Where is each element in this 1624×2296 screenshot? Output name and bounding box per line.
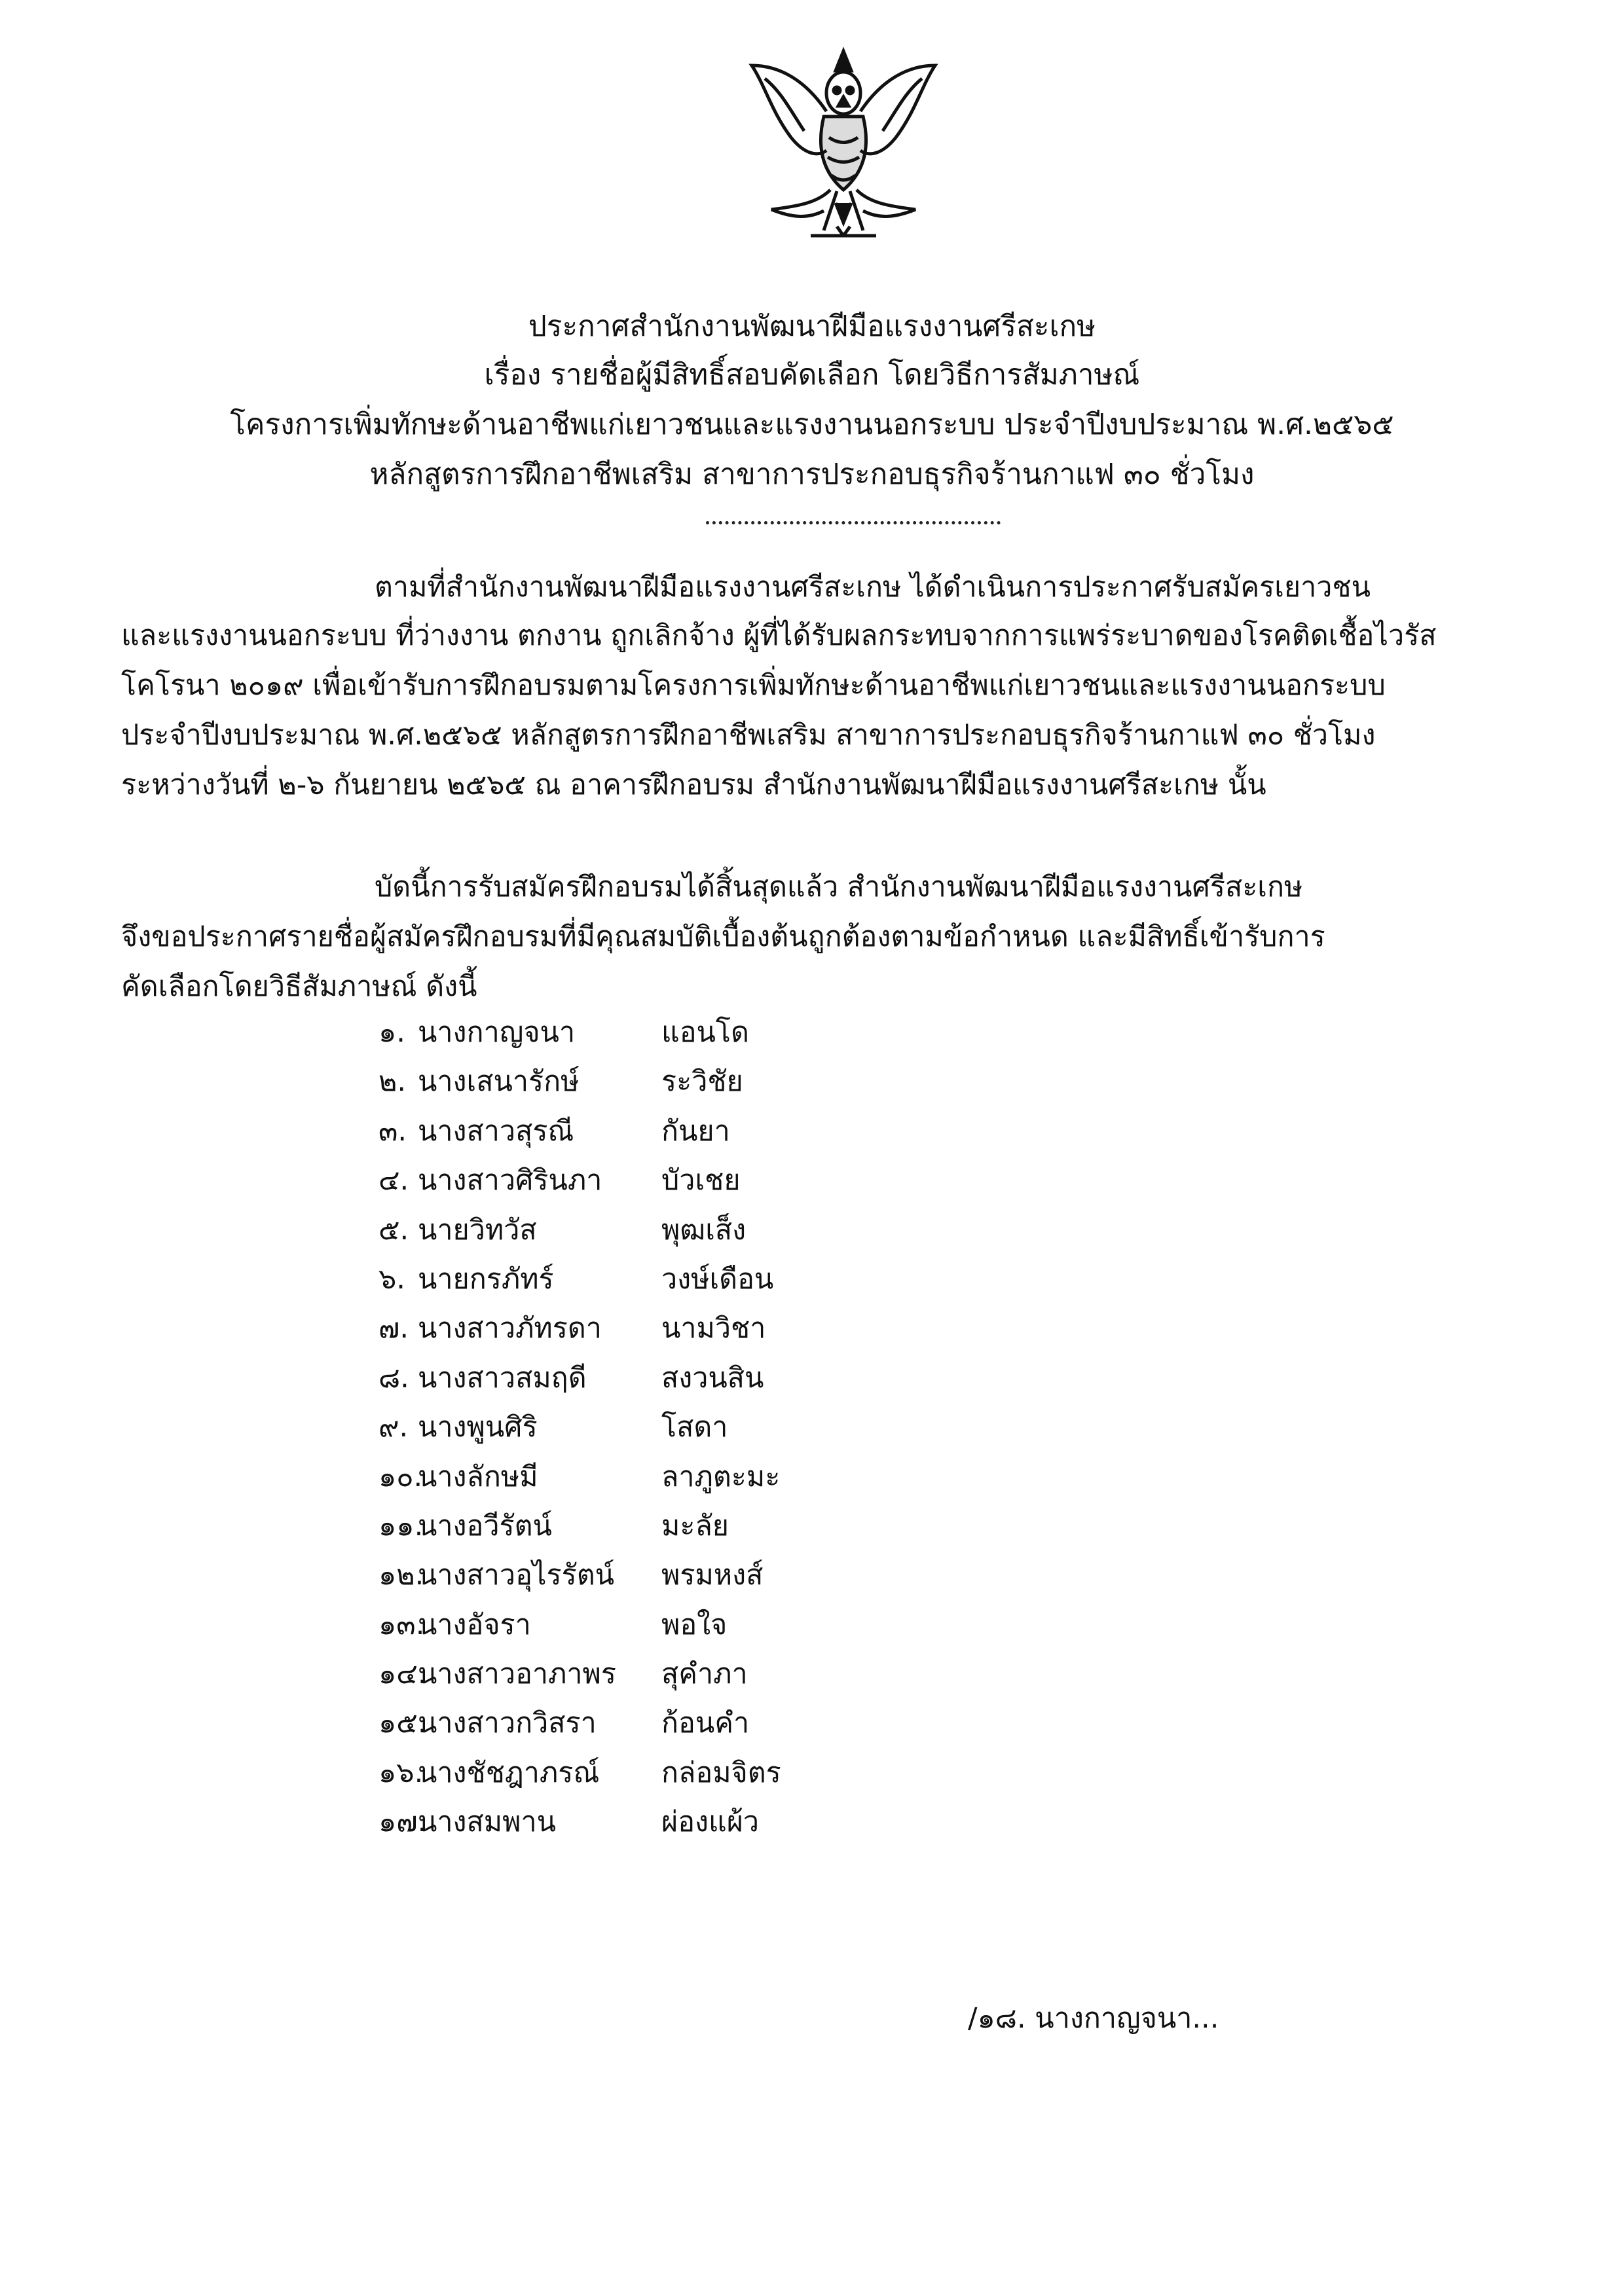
row-number: ๙. xyxy=(378,1411,409,1444)
candidate-title-first-name: นางสาวภัทรดา xyxy=(418,1312,602,1345)
row-number: ๑๗. xyxy=(378,1806,427,1839)
candidate-last-name: แอนโด xyxy=(661,1016,749,1049)
candidate-title-first-name: นางอวีรัตน์ xyxy=(418,1509,552,1542)
candidate-title-first-name: นางสาวอุไรรัตน์ xyxy=(418,1559,615,1592)
row-number: ๑๒. xyxy=(378,1559,424,1592)
paragraph2-line: คัดเลือกโดยวิธีสัมภาษณ์ ดังนี้ xyxy=(121,970,477,1003)
paragraph2-line: บัดนี้การรับสมัครฝึกอบรมได้สิ้นสุดแล้ว สำนักงานพัฒนาฝีมือแรงงานศรีสะเกษ xyxy=(375,871,1303,903)
candidate-title-first-name: นางอัจรา xyxy=(418,1608,531,1641)
candidate-title-first-name: นางลักษมี xyxy=(418,1460,538,1493)
row-number: ๗. xyxy=(378,1312,409,1345)
paragraph1-line: ประจำปีงบประมาณ พ.ศ.๒๕๖๕ หลักสูตรการฝึกอาชีพเสริม สาขาการประกอบธุรกิจร้านกาแฟ ๓๐ ชั่วโมง xyxy=(121,719,1376,752)
candidate-title-first-name: นางพูนศิริ xyxy=(418,1411,538,1444)
paragraph1-line: และแรงงานนอกระบบ ที่ว่างงาน ตกงาน ถูกเลิกจ้าง ผู้ที่ได้รับผลกระทบจากการแพร่ระบาดของโรคติดเชื้อไวรัส xyxy=(121,619,1437,652)
candidate-last-name: บัวเชย xyxy=(661,1164,741,1197)
row-number: ๑๐. xyxy=(378,1460,423,1493)
candidate-title-first-name: นางสมพาน xyxy=(418,1806,557,1839)
row-number: ๒. xyxy=(378,1065,407,1099)
candidate-last-name: พรมหงส์ xyxy=(661,1559,764,1592)
candidate-title-first-name: นางสาวศิรินภา xyxy=(418,1164,602,1197)
candidate-last-name: ลาภูตะมะ xyxy=(661,1460,781,1493)
candidate-last-name: สุคำภา xyxy=(661,1658,748,1691)
row-number: ๕. xyxy=(378,1213,409,1247)
candidate-title-first-name: นางสาวกวิสรา xyxy=(418,1707,597,1740)
candidate-title-first-name: นางสาวสุรณี xyxy=(418,1114,574,1148)
candidate-title-first-name: นางเสนารักษ์ xyxy=(418,1065,580,1099)
candidate-title-first-name: นางสาวอาภาพร xyxy=(418,1658,616,1691)
candidate-last-name: พอใจ xyxy=(661,1608,728,1641)
paragraph1-line: โคโรนา ๒๐๑๙ เพื่อเข้ารับการฝึกอบรมตามโครงการเพิ่มทักษะด้านอาชีพแก่เยาวชนและแรงงานนอกระบบ xyxy=(121,669,1386,702)
course-name: หลักสูตรการฝึกอาชีพเสริม สาขาการประกอบธุรกิจร้านกาแฟ ๓๐ ชั่วโมง xyxy=(369,458,1255,491)
row-number: ๑๖. xyxy=(378,1756,424,1789)
row-number: ๑๓. xyxy=(378,1608,425,1641)
continuation-note: /๑๘. นางกาญจนา... xyxy=(968,2002,1219,2035)
row-number: ๑. xyxy=(378,1016,405,1049)
row-number: ๔. xyxy=(378,1164,409,1197)
candidate-last-name: กันยา xyxy=(661,1114,730,1148)
candidate-last-name: วงษ์เดือน xyxy=(661,1262,774,1296)
row-number: ๑๔. xyxy=(378,1658,427,1691)
divider-dots xyxy=(706,517,1001,524)
candidate-title-first-name: นางสาวสมฤดี xyxy=(418,1361,587,1394)
row-number: ๑๑. xyxy=(378,1509,424,1542)
candidate-title-first-name: นายกรภัทร์ xyxy=(418,1262,554,1296)
candidate-last-name: ผ่องแผ้ว xyxy=(661,1806,760,1839)
candidate-title-first-name: นายวิทวัส xyxy=(418,1213,537,1247)
candidate-title-first-name: นางชัชฎาภรณ์ xyxy=(418,1756,600,1789)
row-number: ๑๕. xyxy=(378,1707,427,1740)
row-number: ๖. xyxy=(378,1262,405,1296)
paragraph1-line: ระหว่างวันที่ ๒-๖ กันยายน ๒๕๖๕ ณ อาคารฝึกอบรม สำนักงานพัฒนาฝีมือแรงงานศรีสะเกษ นั้น xyxy=(121,769,1266,801)
candidate-last-name: ระวิชัย xyxy=(661,1065,743,1099)
candidate-last-name: นามวิชา xyxy=(661,1312,766,1345)
candidate-last-name: โสดา xyxy=(661,1411,728,1444)
announcement-subject: เรื่อง รายชื่อผู้มีสิทธิ์สอบคัดเลือก โดยวิธีการสัมภาษณ์ xyxy=(484,358,1140,392)
row-number: ๓. xyxy=(378,1114,407,1148)
candidate-last-name: ก้อนคำ xyxy=(661,1707,750,1740)
candidate-last-name: มะลัย xyxy=(661,1509,729,1542)
paragraph2-line: จึงขอประกาศรายชื่อผู้สมัครฝึกอบรมที่มีคุณสมบัติเบื้องต้นถูกต้องตามข้อกำหนด และมีสิทธิ์เข้ารับการ xyxy=(121,920,1325,953)
candidate-title-first-name: นางกาญจนา xyxy=(418,1016,576,1049)
project-name: โครงการเพิ่มทักษะด้านอาชีพแก่เยาวชนและแรงงานนอกระบบ ประจำปีงบประมาณ พ.ศ.๒๕๖๕ xyxy=(230,408,1394,441)
garuda-emblem-icon xyxy=(745,39,942,249)
announcement-title: ประกาศสำนักงานพัฒนาฝีมือแรงงานศรีสะเกษ xyxy=(528,310,1096,343)
candidate-last-name: สงวนสิน xyxy=(661,1361,764,1394)
candidate-last-name: กล่อมจิตร xyxy=(661,1756,781,1789)
row-number: ๘. xyxy=(378,1361,409,1394)
candidate-last-name: พุฒเส็ง xyxy=(661,1213,747,1247)
paragraph1-line: ตามที่สำนักงานพัฒนาฝีมือแรงงานศรีสะเกษ ได้ดำเนินการประกาศรับสมัครเยาวชน xyxy=(375,571,1371,604)
